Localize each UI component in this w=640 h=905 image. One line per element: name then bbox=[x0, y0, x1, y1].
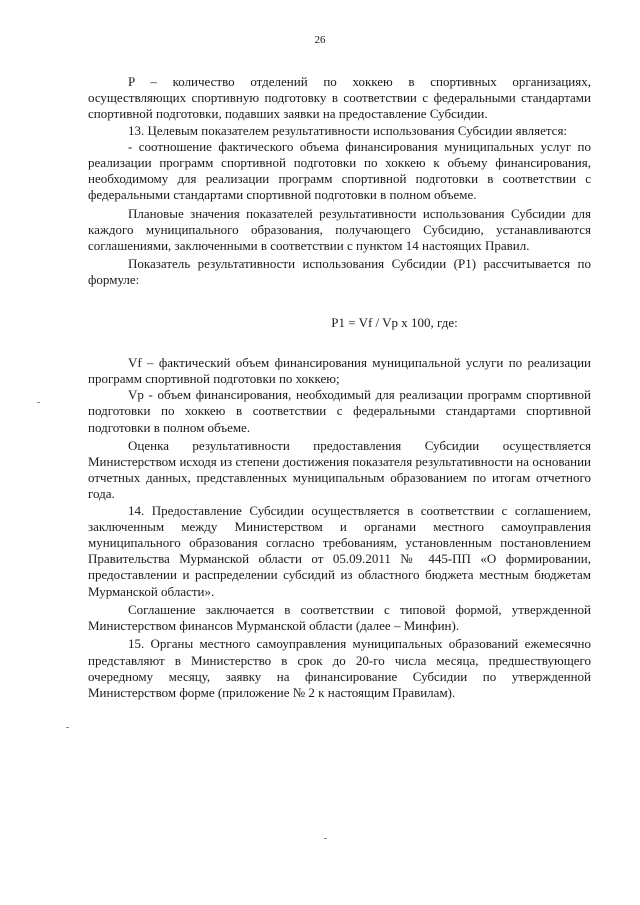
page-number: 26 bbox=[314, 34, 326, 46]
paragraph-agreement: Соглашение заключается в соответствии с типовой формой, утвержденной Министерством финансов Мурманской области (далее – Минфин). bbox=[88, 601, 591, 634]
scan-speck bbox=[37, 402, 40, 403]
formula: P1 = Vf / Vp x 100, где: bbox=[331, 314, 458, 330]
paragraph-item-15: 15. Органы местного самоуправления муниципальных образований ежемесячно представляют в Министерство в срок до 20-го числа месяца, предшествующего очередному месяцу, заявку на финансирование Субсидии по утвержденной Министерством форме (приложение № 2 к настоящим Правилам). bbox=[88, 636, 591, 700]
scan-speck bbox=[66, 727, 69, 728]
paragraph-p-definition: P – количество отделений по хоккею в спортивных организациях, осуществляющих спортивную подготовку в соответствии с федеральными стандартами спортивной подготовки, подавших заявки на предоставление Субсидии. bbox=[88, 74, 591, 122]
paragraph-vf-definition: Vf – фактический объем финансирования муниципальной услуги по реализации программ спортивной подготовки по хоккею; bbox=[88, 354, 591, 387]
paragraph-indicator-formula-intro: Показатель результативности использования Субсидии (P1) рассчитывается по формуле: bbox=[88, 256, 591, 288]
paragraph-ratio-definition: - соотношение фактического объема финансирования муниципальных услуг по реализации программ спортивной подготовки по хоккею к объему финансирования, необходимому для реализации программ спортивной подготовки в соответствии с федеральными стандартами спортивной подготовки в полном объеме. bbox=[88, 138, 591, 203]
paragraph-item-13: 13. Целевым показателем результативности использования Субсидии является: bbox=[128, 122, 568, 138]
paragraph-item-14: 14. Предоставление Субсидии осуществляется в соответствии с соглашением, заключенным между Министерством и органами местного самоуправления муниципального образования согласно требованиям, установленным постановлением Правительства Мурманской области от 05.09.2011 № 445-ПП «О формировании, предоставлении и распределении субсидий из областного бюджета местным бюджетам Мурманской области». bbox=[88, 502, 591, 599]
scan-speck bbox=[324, 838, 327, 839]
document-body bbox=[88, 74, 591, 701]
paragraph-vp-definition: Vp - объем финансирования, необходимый для реализации программ спортивной подготовки по хоккею в соответствии с федеральными стандартами спортивной подготовки в полном объеме. bbox=[88, 387, 591, 435]
paragraph-planned-values: Плановые значения показателей результативности использования Субсидии для каждого муниципального образования, получающего Субсидию, устанавливаются соглашениями, заключенными в соответствии с пунктом 14 настоящих Правил. bbox=[88, 205, 591, 254]
paragraph-assessment: Оценка результативности предоставления Субсидии осуществляется Министерством исходя из степени достижения показателя результативности на основании отчетных данных, представленных муниципальным образованием по итогам отчетного года. bbox=[88, 437, 591, 502]
